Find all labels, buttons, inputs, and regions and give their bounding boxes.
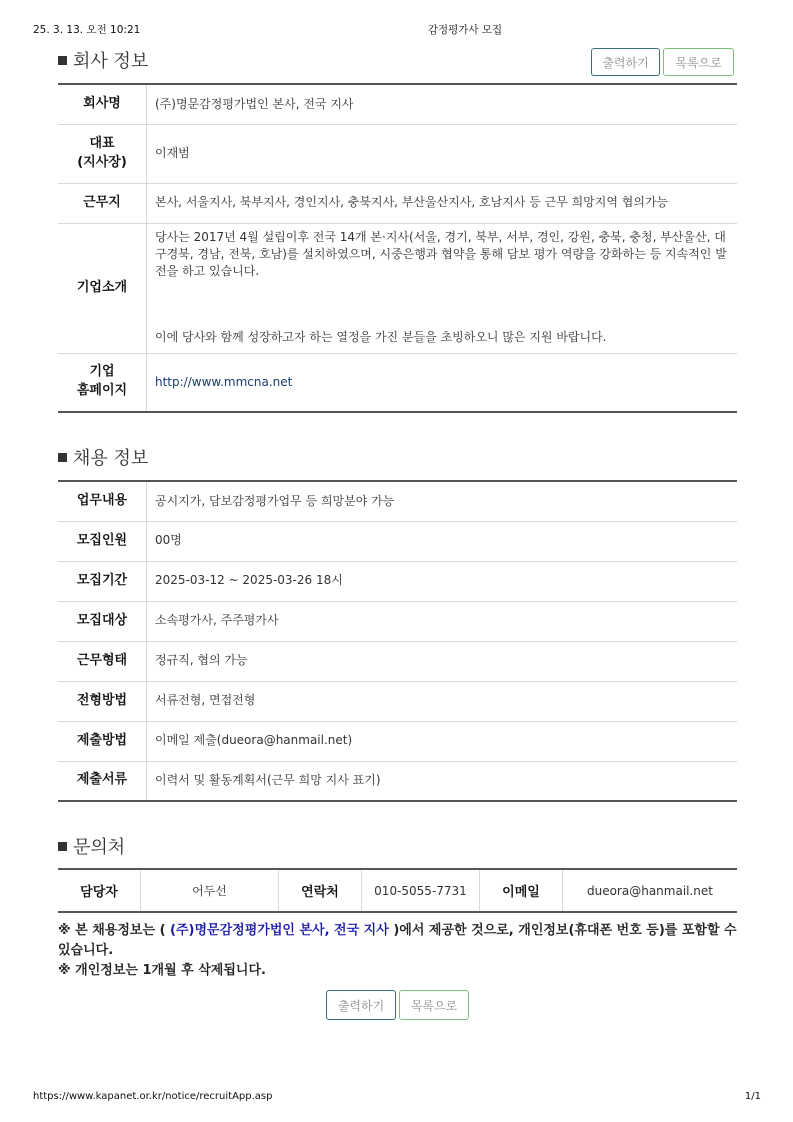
table-row (58, 353, 737, 412)
recruit-label: 제출방법 (58, 721, 147, 761)
table-row (58, 481, 737, 521)
ceo-value: 이재범 (147, 124, 738, 183)
document-title: 감정평가사 모집 (427, 24, 503, 36)
print-datetime: 25. 3. 13. 오전 10:21 (33, 24, 141, 36)
recruit-value: 정규직, 협의 가능 (147, 641, 738, 681)
recruit-value: 서류전형, 면접전형 (147, 681, 738, 721)
homepage-link[interactable]: http://www.mmcna.net (155, 374, 293, 389)
contact-person-value: 어두선 (141, 869, 279, 912)
notice-company: (주)명문감정평가법인 본사, 전국 지사 (170, 923, 389, 938)
homepage-label: 기업 홈페이지 (58, 353, 147, 412)
company-name-label: 회사명 (58, 84, 147, 124)
recruit-label: 근무형태 (58, 641, 147, 681)
recruit-value: 이메일 제출(dueora@hanmail.net) (147, 721, 738, 761)
location-value: 본사, 서울지사, 북부지사, 경인지사, 충북지사, 부산울산지사, 호남지사 등 근무 희망지역 협의가능 (147, 183, 738, 223)
recruit-value: 이력서 및 활동계획서(근무 희망 지사 표기) (147, 761, 738, 801)
recruit-label: 업무내용 (58, 481, 147, 521)
table-row (58, 601, 737, 641)
square-bullet-icon (58, 453, 67, 462)
contact-phone-label: 연락처 (279, 869, 362, 912)
homepage-cell (147, 353, 738, 412)
print-button[interactable]: 출력하기 (591, 48, 660, 76)
intro-paragraph-1: 당사는 2017년 4월 설립이후 전국 14개 본·지사(서울, 경기, 북부, 서부, 경인, 강원, 충북, 충청, 부산울산, 대구경북, 경남, 전북, 호남)를 설치하였으며, 시중은행과 협약을 통해 담보 평가 역량을 강화하는 등 지속적인 발전을 하고 있습니다. (155, 229, 727, 279)
intro-label: 기업소개 (58, 223, 147, 353)
table-row (58, 124, 737, 183)
company-section-title: 회사 정보 (58, 47, 148, 73)
recruit-section-title: 채용 정보 (58, 444, 148, 470)
recruit-value: 00명 (147, 521, 738, 561)
recruit-label: 전형방법 (58, 681, 147, 721)
intro-paragraph-2: 이에 당사와 함께 성장하고자 하는 열정을 가진 분들을 초빙하오니 많은 지원 바랍니다. (155, 329, 607, 344)
square-bullet-icon (58, 56, 67, 65)
recruit-info-table (58, 480, 737, 802)
table-row (58, 641, 737, 681)
recruit-value: 2025-03-12 ~ 2025-03-26 18시 (147, 561, 738, 601)
square-bullet-icon (58, 842, 67, 851)
ceo-label: 대표 (지사장) (58, 124, 147, 183)
table-row (58, 521, 737, 561)
recruit-value: 공시지가, 담보감정평가업무 등 희망분야 가능 (155, 493, 395, 508)
list-button-bottom[interactable]: 목록으로 (399, 990, 469, 1020)
intro-value (147, 223, 738, 353)
table-row (58, 84, 737, 124)
contact-phone-value: 010-5055-7731 (362, 869, 480, 912)
location-label: 근무지 (58, 183, 147, 223)
privacy-notice (58, 921, 738, 981)
contact-table (58, 868, 737, 913)
table-row (58, 561, 737, 601)
recruit-label: 모집인원 (58, 521, 147, 561)
contact-person-label: 담당자 (58, 869, 141, 912)
recruit-label: 모집대상 (58, 601, 147, 641)
table-row (58, 721, 737, 761)
recruit-label: 제출서류 (58, 761, 147, 801)
recruit-value: 소속평가사, 주주평가사 (147, 601, 738, 641)
print-button-bottom[interactable]: 출력하기 (326, 990, 396, 1020)
recruit-label: 모집기간 (58, 561, 147, 601)
notice-line-1: ※ 본 채용정보는 ( (주)명문감정평가법인 본사, 전국 지사 )에서 제공한 것으로, 개인정보(휴대폰 번호 등)를 포함할 수 있습니다. (58, 923, 737, 958)
table-row (58, 761, 737, 801)
page-number: 1/1 (744, 1091, 761, 1102)
company-name-value: (주)명문감정평가법인 본사, 전국 지사 (155, 96, 354, 111)
table-row (58, 869, 737, 912)
page-url: https://www.kapanet.or.kr/notice/recruitApp.asp (33, 1091, 273, 1102)
notice-line-2: ※ 개인정보는 1개월 후 삭제됩니다. (58, 963, 266, 978)
contact-email-value: dueora@hanmail.net (586, 883, 714, 898)
table-row (58, 681, 737, 721)
company-info-table (58, 83, 737, 413)
list-button[interactable]: 목록으로 (663, 48, 734, 76)
contact-section-title: 문의처 (58, 833, 125, 859)
contact-email-label: 이메일 (480, 869, 563, 912)
table-row (58, 183, 737, 223)
table-row (58, 223, 737, 353)
